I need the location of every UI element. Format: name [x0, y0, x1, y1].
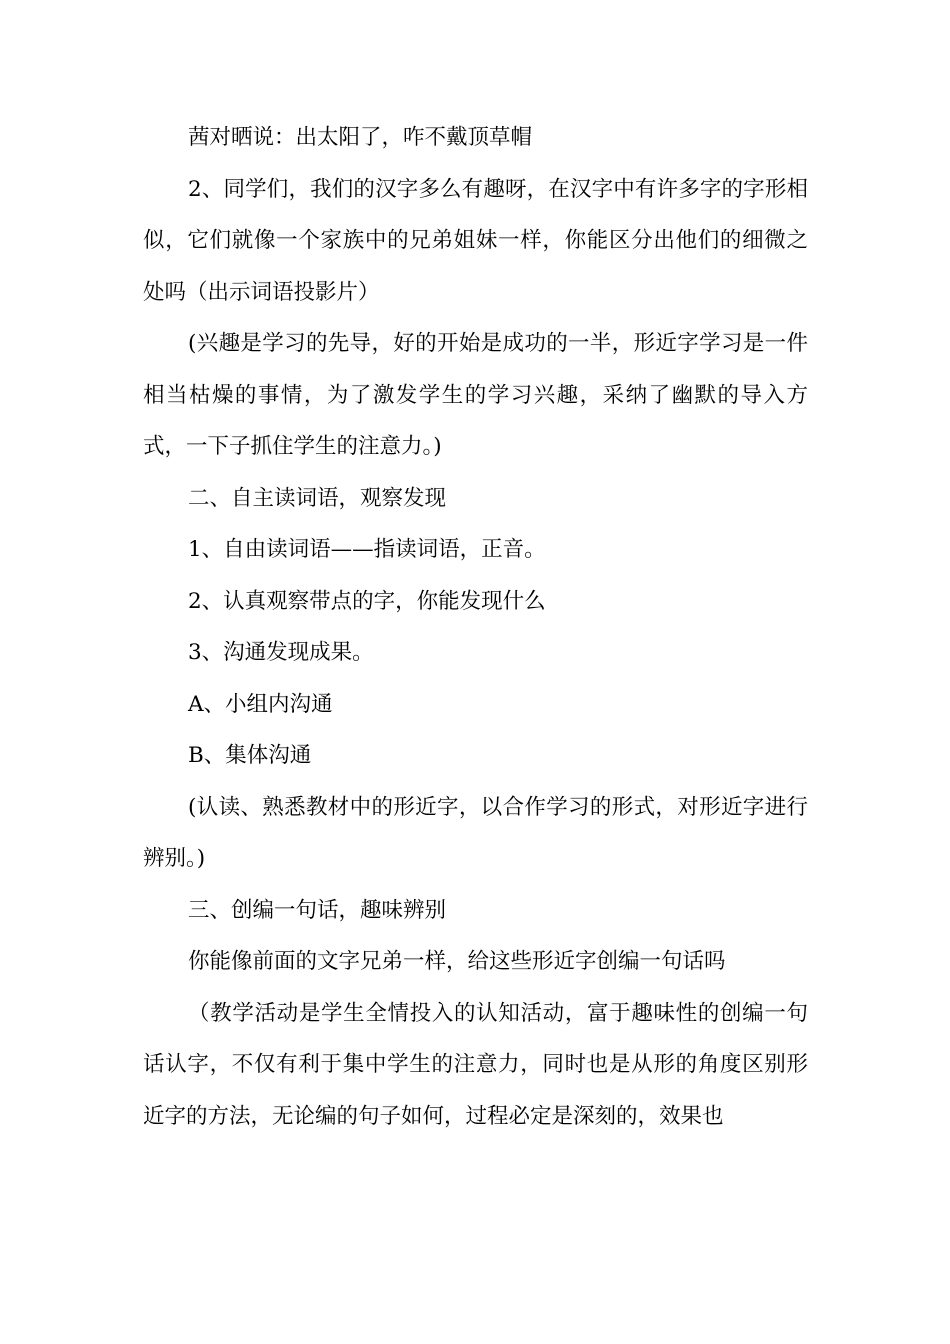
paragraph-interest-note: (兴趣是学习的先导，好的开始是成功的一半，形近字学习是一件相当枯燥的事情，为了激发学生的学习兴趣，采纳了幽默的导入方式，一下子抓住学生的注意力。)	[143, 331, 808, 459]
paragraph-dialogue: 茜对晒说：出太阳了，咋不戴顶草帽	[188, 125, 533, 150]
section-heading-3: 三、创编一句话，趣味辨别	[188, 897, 447, 923]
paragraph-recognition-note: (认读、熟悉教材中的形近字，以合作学习的形式，对形近字进行辨别。)	[143, 794, 808, 871]
sub-step-b: B、集体沟通	[188, 743, 312, 768]
step-3: 3、沟通发现成果。	[188, 640, 374, 665]
section-heading-2: 二、自主读词语，观察发现	[188, 485, 447, 511]
document-body	[143, 112, 808, 1142]
step-1: 1、自由读词语——指读词语，正音。	[188, 537, 546, 562]
sub-step-a: A、小组内沟通	[188, 691, 333, 717]
paragraph-intro-question: 2、同学们，我们的汉字多么有趣呀，在汉字中有许多字的字形相似，它们就像一个家族中的兄弟姐妹一样，你能区分出他们的细微之处吗（出示词语投影片）	[143, 176, 808, 305]
paragraph-sentence-prompt: 你能像前面的文字兄弟一样，给这些形近字创编一句话吗	[188, 949, 726, 974]
step-2: 2、认真观察带点的字，你能发现什么	[188, 588, 546, 614]
paragraph-activity-note: （教学活动是学生全情投入的认知活动，富于趣味性的创编一句话认字，不仅有利于集中学生的注意力，同时也是从形的角度区别形近字的方法，无论编的句子如何，过程必定是深刻的，效果也	[143, 1000, 808, 1129]
